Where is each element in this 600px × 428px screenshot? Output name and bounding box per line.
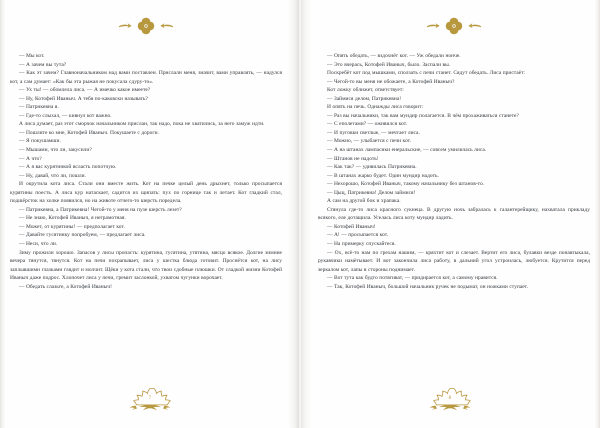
paragraph: — Я покушамши. — [19, 138, 61, 145]
paragraph: Зиму прожили хорошо. Запасов у лисы пропасть: курятина, гусятина, утятина, мясцо всякое. Долгие зимние вечера тянутся, тянутся. Кот на печи похрапывает, лиса у шестка блюда готовит. Проснётся кот, на лису заплывшими глазками глядит и молчит. Щёки у кота стали, что твои сдобные плюшки. От сладкой жизни Котофей Иваныч даже подрос. Хлопочет лиса у печи, гремит заслонкой, ухватом чугунки ворочает. — [10, 249, 282, 282]
right-page-text — [318, 52, 590, 291]
paragraph: — Можно, — улыбается с печи кот. — [327, 138, 411, 145]
paragraph: — Неси, что ли. — [19, 241, 58, 248]
top-ornament-right — [318, 0, 590, 52]
paragraph: — Чегой-то вы меня не обожаете, а Котофей Иваныч? — [327, 78, 455, 85]
left-page-text — [10, 52, 282, 291]
paragraph: — Это вчерась, Котофей Иваныч, было. Заспали вы. — [327, 61, 451, 68]
paragraph: — Может, от курятины! — предполагает кот. — [19, 223, 125, 230]
paragraph: — Как эт зачем? Главноначальником над вами поставлен. Прислали меня, значит, вами управлять, — надулся кот, а сам думает: «Как бы эта рыжая не покусала сдуру-то». — [10, 70, 282, 85]
paragraph: — Обедать слазьте, а Котофей Иваныч! — [19, 283, 112, 290]
paragraph: — А на штанах лампасики енеральские, — совсем умилилась лиса. — [327, 147, 487, 154]
paragraph: — А! — просыпается кот. — [327, 232, 389, 239]
top-ornament-left — [10, 0, 282, 52]
paragraph: — А я вас курятинкой всласть попотчую. — [19, 164, 117, 171]
paragraph: А лиса думает, раз этот сморчок начальником прислан, так надо, пока не хватились, за него замуж идти. — [19, 121, 265, 128]
paragraph: — Раз вы начальники, так вам мундир полагается. В чём прохаживаться станете? — [327, 112, 519, 119]
paragraph: — Котофей Иваныч! — [327, 223, 376, 230]
paragraph: — Вот тута как будто потягиват, — придирается кот, а самому нравится. — [327, 275, 498, 282]
paragraph: — Нехорошо, Котофей Иваныч, такому начальнику без штанов-то. — [327, 181, 485, 188]
right-page — [300, 0, 600, 428]
quatrefoil-flourish-icon — [425, 16, 483, 36]
paragraph: — Мы кот. — [19, 53, 45, 59]
page-number-right: 8 — [448, 395, 452, 401]
paragraph: — В штанах жарко будет. Один мундир надоть. — [327, 172, 439, 179]
paragraph: — Как так? — удивилась Патрикевна. — [327, 164, 417, 171]
paragraph: — Патрикевна, а Патрикевна! Чегой-то у меня на пузе шерсть лезет? — [19, 206, 182, 213]
bottom-ornament-right — [300, 384, 600, 414]
page-number-left: 7 — [148, 395, 152, 401]
paragraph: И опять на печь. Однажды лиса говорит: — [327, 104, 424, 111]
paragraph: — Так, Котофей Иваныч, большой начальник ручек не подымат, он ножками ступает. — [327, 283, 529, 290]
paragraph: — Опять обедать, — вздохнёт кот. — Уж обедали нонче. — [327, 53, 461, 59]
page-number-cartouche-left — [127, 384, 173, 414]
paragraph: — С еполетами? — оживился кот. — [327, 121, 408, 128]
paragraph: — Не знаю, Котофей Иваныч, я неграмотная. — [19, 215, 126, 222]
paragraph: — Ох, всё-то нам по грехам нашим, — кряхтит кот и слезает. Вертит его лиса, булавки везде понавтыкала, рукавчики намётывает. И вот закончила лиса работу, в дальний угол устроилась, любуется. Крутится перед зеркалом кот, лапы в стороны поднимает. — [318, 249, 590, 273]
paragraph: — Ух ты! — обомлела лиса. — А имечко какое имеете? — [19, 87, 151, 94]
paragraph: Поскребёт кот под мышками, сползать с печи станет. Сядут обедать. Лиса пристаёт: — [327, 70, 526, 77]
paragraph: — А зачем вы тута? — [19, 61, 67, 68]
paragraph: — И пуговки светлые, — мечтает лиса. — [327, 129, 420, 136]
paragraph: И окрутила кота лиса. Стали они вместе жить. Кот на печке целый день дрыхнет, только просыпается курятины поесть. А лиса кур натаскает, садится их щипать: пух по горнице так и летает. Кот гладкий стал, подшёрсток на холке появился, но на животе отчего-то шерсть поредела. — [10, 181, 282, 205]
page-number-cartouche-right — [427, 384, 473, 414]
paragraph: Стянула где-то лиса красного сукнеца. В другую ночь забралась к галантерейщику, нахватала прикладу всякого, еле дотащила. Уселась лиса коту мундир ладить. — [318, 206, 590, 222]
paragraph: — Цыц, Патрикевна! Делом займися! — [327, 189, 416, 196]
paragraph: — Где-то слыхал, — кивнул кот важно. — [19, 112, 112, 119]
paragraph: — Давайте гусятинку попробуем, — предлагает лиса. — [19, 232, 146, 239]
paragraph: — Пошлите ко мне, Котофей Иваныч. Покушаете с дороги. — [19, 129, 159, 136]
bottom-ornament-left — [0, 384, 300, 414]
paragraph: — Ну, Котофей Иваныч. А тебя по-каковски называть? — [19, 95, 148, 102]
paragraph: — Патрикевна я. — [19, 104, 59, 111]
paragraph: — На примерку спускайтеся. — [327, 241, 396, 248]
paragraph: — Займися делом, Патрикевна! — [327, 95, 402, 102]
paragraph: — Штанов не надоть! — [327, 155, 379, 162]
quatrefoil-flourish-icon — [117, 16, 175, 36]
paragraph: — А что? — [19, 155, 42, 162]
paragraph: А сам на другой бок и храпака. — [327, 198, 401, 205]
paragraph: Кот ложку оближет, ответствует: — [327, 87, 404, 94]
paragraph: — Ну, давай, что ли, пошли. — [19, 172, 86, 179]
paragraph: — Мышами, что ли, закусили? — [19, 147, 92, 154]
